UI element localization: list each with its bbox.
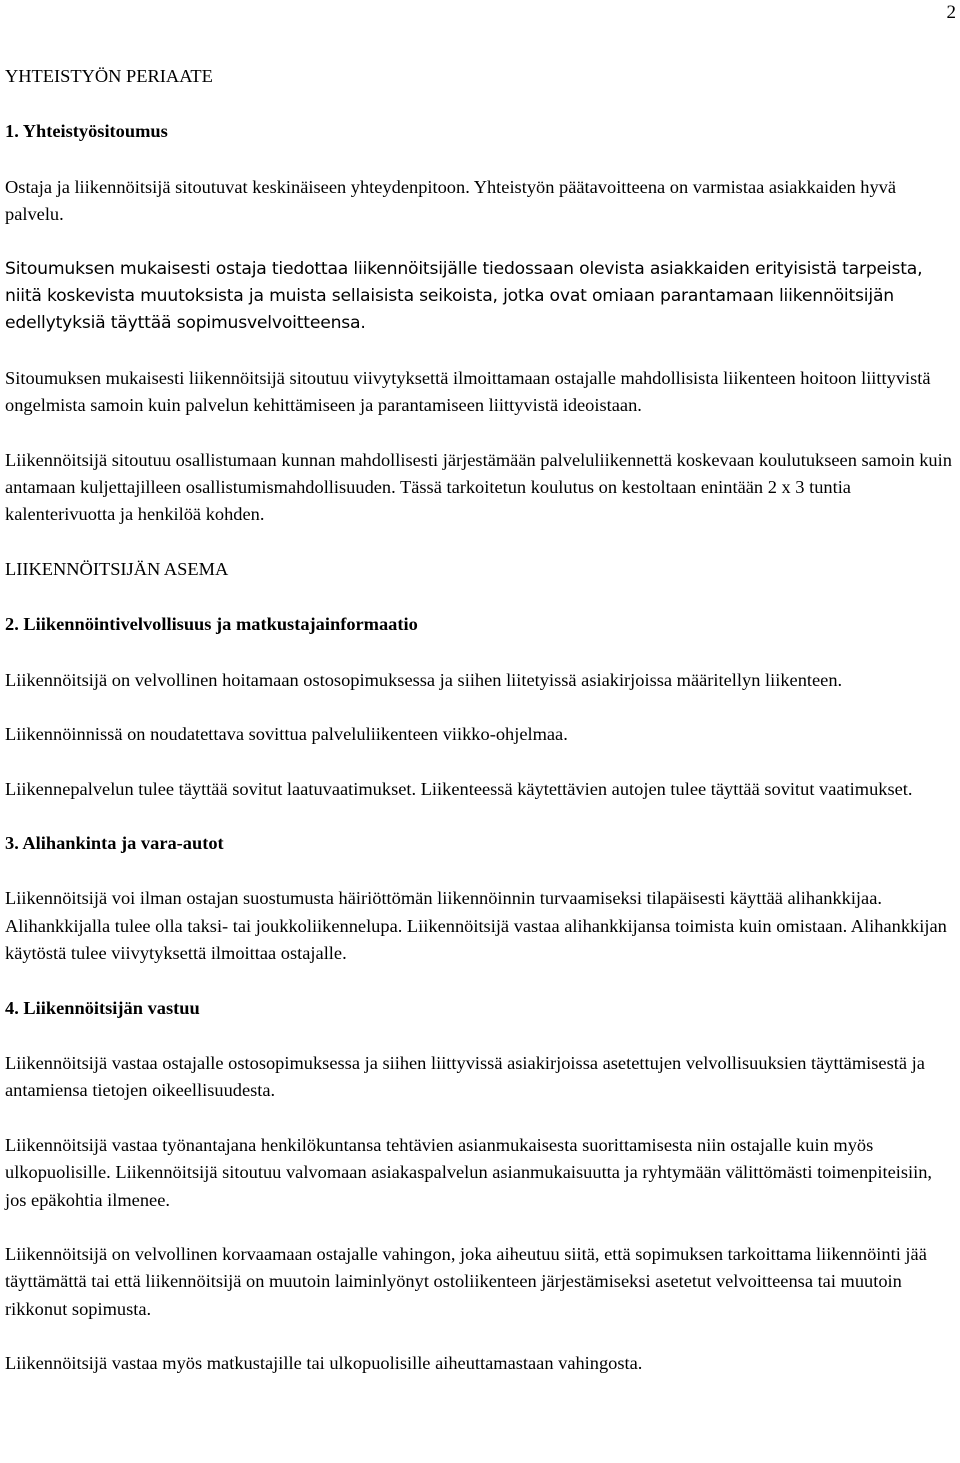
section-2-paragraph-2: Liikennöinnissä on noudatettava sovittua palveluliikenteen viikko-ohjelmaa. — [5, 724, 568, 745]
section-4-paragraph-2: Liikennöitsijä vastaa työnantajana henkilökuntansa tehtävien asianmukaisesta suorittamisesta niin ostajalle kuin myös ulkopuolisille. Liikennöitsijä sitoutuu valvomaan asiakaspalvelun asianmukaisuutta ja ryhtymään välittömästi toimenpiteisiin, jos epäkohtia ilmenee. — [5, 1134, 933, 1210]
section-2-paragraph-1: Liikennöitsijä on velvollinen hoitamaan ostosopimuksessa ja siihen liitetyissä asiakirjoissa määritellyn liikenteen. — [5, 669, 843, 690]
section-4-paragraph-4: Liikennöitsijä vastaa myös matkustajille tai ulkopuolisille aiheuttamastaan vahingosta. — [5, 1353, 643, 1374]
section-3-paragraph-1: Liikennöitsijä voi ilman ostajan suostumusta häiriöttömän liikennöinnin turvaamiseksi tilapäisesti käyttää alihankkijaa. Alihankkijalla tulee olla taksi- tai joukkoliikennelupa. Liikennöitsijä vastaa alihankkijansa toimista kuin omistaan. Alihankkijan käytöstä tulee viivytyksettä ilmoittaa ostajalle. — [5, 888, 947, 964]
section-4-paragraph-3: Liikennöitsijä on velvollinen korvaamaan ostajalle vahingon, joka aiheutuu siitä, että sopimuksen tarkoittama liikennöinti jää täyttämättä tai että liikennöitsijä on muutoin laiminlyönyt ostoliikenteen järjestämiseksi asetetut velvoitteensa tai muutoin rikkonut sopimusta. — [5, 1243, 927, 1319]
section-2-heading: 2. Liikennöintivelvollisuus ja matkustajainformaatio — [5, 614, 418, 635]
section-1-heading: 1. Yhteistyösitoumus — [5, 121, 168, 142]
page-number: 2 — [946, 2, 956, 23]
document-body — [5, 63, 957, 1405]
section-1-paragraph-2: Sitoumuksen mukaisesti ostaja tiedottaa liikennöitsijälle tiedossaan olevista asiakkaiden erityisistä tarpeista, niitä koskevista muutoksista ja muista sellaisista seikoista, jotka ovat omiaan parantamaan liikennöitsijän edellytyksiä täyttää sopimusvelvoitteensa. — [5, 258, 923, 334]
document-title: YHTEISTYÖN PERIAATE — [5, 66, 213, 86]
section-1-paragraph-3: Sitoumuksen mukaisesti liikennöitsijä sitoutuu viivytyksettä ilmoittamaan ostajalle mahdollisista liikenteen hoitoon liittyvistä ongelmista samoin kuin palvelun kehittämiseen ja parantamiseen liittyvistä ideoistaan. — [5, 367, 931, 416]
section-4-heading: 4. Liikennöitsijän vastuu — [5, 997, 200, 1018]
section-1-paragraph-4: Liikennöitsijä sitoutuu osallistumaan kunnan mahdollisesti järjestämään palveluliikennettä koskevaan koulutukseen samoin kuin antamaan kuljettajilleen osallistumismahdollisuuden. Tässä tarkoitetun koulutus on kestoltaan enintään 2 x 3 tuntia kalenterivuotta ja henkilöä kohden. — [5, 449, 952, 525]
section-1-paragraph-1: Ostaja ja liikennöitsijä sitoutuvat keskinäiseen yhteydenpitoon. Yhteistyön päätavoitteena on varmistaa asiakkaiden hyvä palvelu. — [5, 176, 897, 225]
document-subtitle: LIIKENNÖITSIJÄN ASEMA — [5, 558, 229, 579]
section-3-heading: 3. Alihankinta ja vara-autot — [5, 832, 224, 853]
section-4-paragraph-1: Liikennöitsijä vastaa ostajalle ostosopimuksessa ja siihen liittyvissä asiakirjoissa asetettujen velvollisuuksien täyttämisestä ja antamiensa tietojen oikeellisuudesta. — [5, 1052, 925, 1101]
section-2-paragraph-3: Liikennepalvelun tulee täyttää sovitut laatuvaatimukset. Liikenteessä käytettävien autojen tulee täyttää sovitut vaatimukset. — [5, 778, 913, 799]
